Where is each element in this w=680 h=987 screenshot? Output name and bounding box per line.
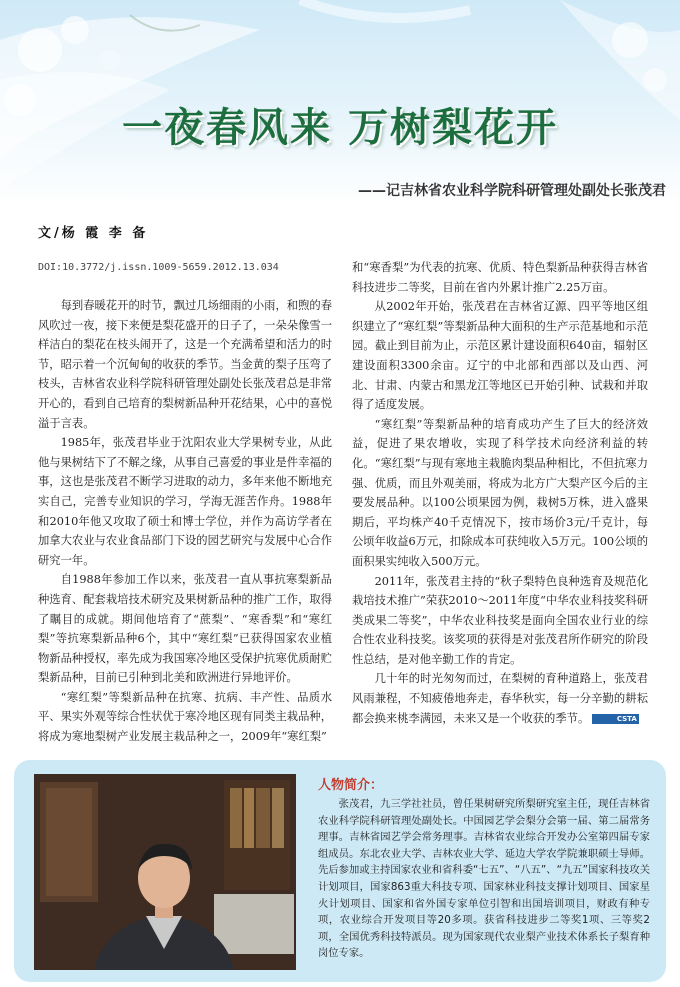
paragraph: 1985年，张茂君毕业于沈阳农业大学果树专业，从此他与果树结下了不解之缘，从事自己喜爱的事业是件幸福的事，这也是张茂君不断学习进取的动力，多年来他不断地充实自己，完善专业知识的学习，学海无涯苦作舟。1988年和2010年他又攻取了硕士和博士学位，并作为高访学者在加拿大农业与农业食品部门下设的园艺研究与发展中心合作研究一年。 — [38, 436, 332, 567]
end-mark: CSTA — [592, 714, 639, 724]
paragraph: 从2002年开始，张茂君在吉林省辽源、四平等地区组织建立了“寒红梨”等梨新品种大面积的生产示范基地和示范园。截止到目前为止，示范区累计建设面积640亩，辐射区建设面积3300余亩。辽宁的中北部和西部以及山西、河北、甘肃、内蒙古和黑龙江等地区已开始引种、试栽和并取得了适度发展。 — [352, 300, 648, 412]
paragraph: “寒红梨”等梨新品种的培育成功产生了巨大的经济效益，促进了果农增收，实现了科学技术向经济利益的转化。“寒红梨”与现有寒地主栽脆肉梨品种相比，不但抗寒力强、优质，而且外观美丽，将成为北方广大梨产区今后的主要发展品种。以100公顷果园为例，栽树5万株，进入盛果期后，平均株产40千克情况下，按市场价3元/千克计，每公顷年收益6万元，扣除成本可获纯收入5万元。100公顷的面积果实纯收入500万元。 — [352, 417, 648, 568]
profile-text: 张茂君，九三学社社员，曾任果树研究所梨研究室主任，现任吉林省农业科学院科研管理处副处长。中国园艺学会梨分会第一届、第二届常务理事。吉林省园艺学会常务理事。吉林省农业综合开发办公室第四届专家组成员。东北农业大学、吉林农业大学、延边大学农学院兼职硕士导师。先后参加或主持国家农业和省科委“七五”、“八五”、“九五”国家科技攻关计划项目，国家863重大科技专项、国家林业科技支撑计划项目、国家星火计划项目、国家和省外国专家单位引智和出国培训项目，财政有种专项，农业综合开发项目等20多项。获省科技进步二等奖1项、三等奖2项，全国优秀科技特派员。现为国家现代农业梨产业技术体系长子梨育种岗位专家。 — [318, 798, 650, 960]
paragraph-last — [352, 669, 648, 728]
page-title: 一夜春风来 万树梨花开 — [122, 104, 558, 151]
paragraph: 2011年，张茂君主持的“秋子梨特色良种选育及规范化栽培技术推广”荣获2010～2011年度“中华农业科技奖科研类成果二等奖”，中华农业科技奖是面向全国农业行业的综合性农业科技奖。该奖项的获得是对张茂君所作研究的阶段性总结，是对他辛勤工作的肯定。 — [352, 574, 648, 666]
doi: DOI:10.3772/j.issn.1009-5659.2012.13.034 — [38, 262, 279, 273]
paragraph: 每到春暖花开的时节，飘过几场细雨的小雨，和煦的春风吹过一夜，接下来便是梨花盛开的日子了，一朵朵像雪一样洁白的梨花在枝头闹开了，这是一个充满希望和活力的时节，昭示着一个沉甸甸的收获的季节。当金黄的梨子压弯了枝头，吉林省农业科学院科研管理处副处长张茂君总是非常开心的，看到自己培育的梨树新品种开花结果，心中的喜悦溢于言表。 — [38, 299, 332, 430]
portrait-photo — [34, 774, 296, 970]
paragraph-text: 几十年的时光匆匆而过，在梨树的育种道路上，张茂君风雨兼程，不知疲倦地奔走，春华秋实，每一分辛勤的耕耘都会换来桃李满园，未来又是一个收获的季节。 — [352, 672, 648, 725]
article-left-column — [38, 296, 332, 747]
byline: 文/杨 霞 李 备 — [38, 226, 149, 241]
paragraph: “寒红梨”等梨新品种在抗寒、抗病、丰产性、品质水平、果实外观等综合性状优于寒冷地区现有同类主栽品种，将成为寒地梨树产业发展主栽品种之一，2009年“寒红梨” — [38, 690, 332, 744]
page-subtitle: ——记吉林省农业科学院科研管理处副处长张茂君 — [358, 183, 666, 199]
portrait-icon — [34, 774, 296, 970]
profile-heading: 人物简介： — [318, 778, 384, 793]
article-right-column — [352, 258, 648, 728]
paragraph: 自1988年参加工作以来，张茂君一直从事抗寒梨新品种选育、配套栽培技术研究及果树新品种的推广工作，取得了瞩目的成就。期间他培育了“蔗梨”、“寒香梨”和“寒红梨”等抗寒梨新品种6个，其中“寒红梨”已获得国家农业植物新品种授权，率先成为我国寒冷地区受保护抗寒优质耐贮梨新品种，目前已引种到北美和欧洲进行异地评价。 — [38, 573, 332, 685]
paragraph: 和“寒香梨”为代表的抗寒、优质、特色梨新品种获得吉林省科技进步二等奖，目前在省内外累计推广2.25万亩。 — [352, 261, 648, 294]
